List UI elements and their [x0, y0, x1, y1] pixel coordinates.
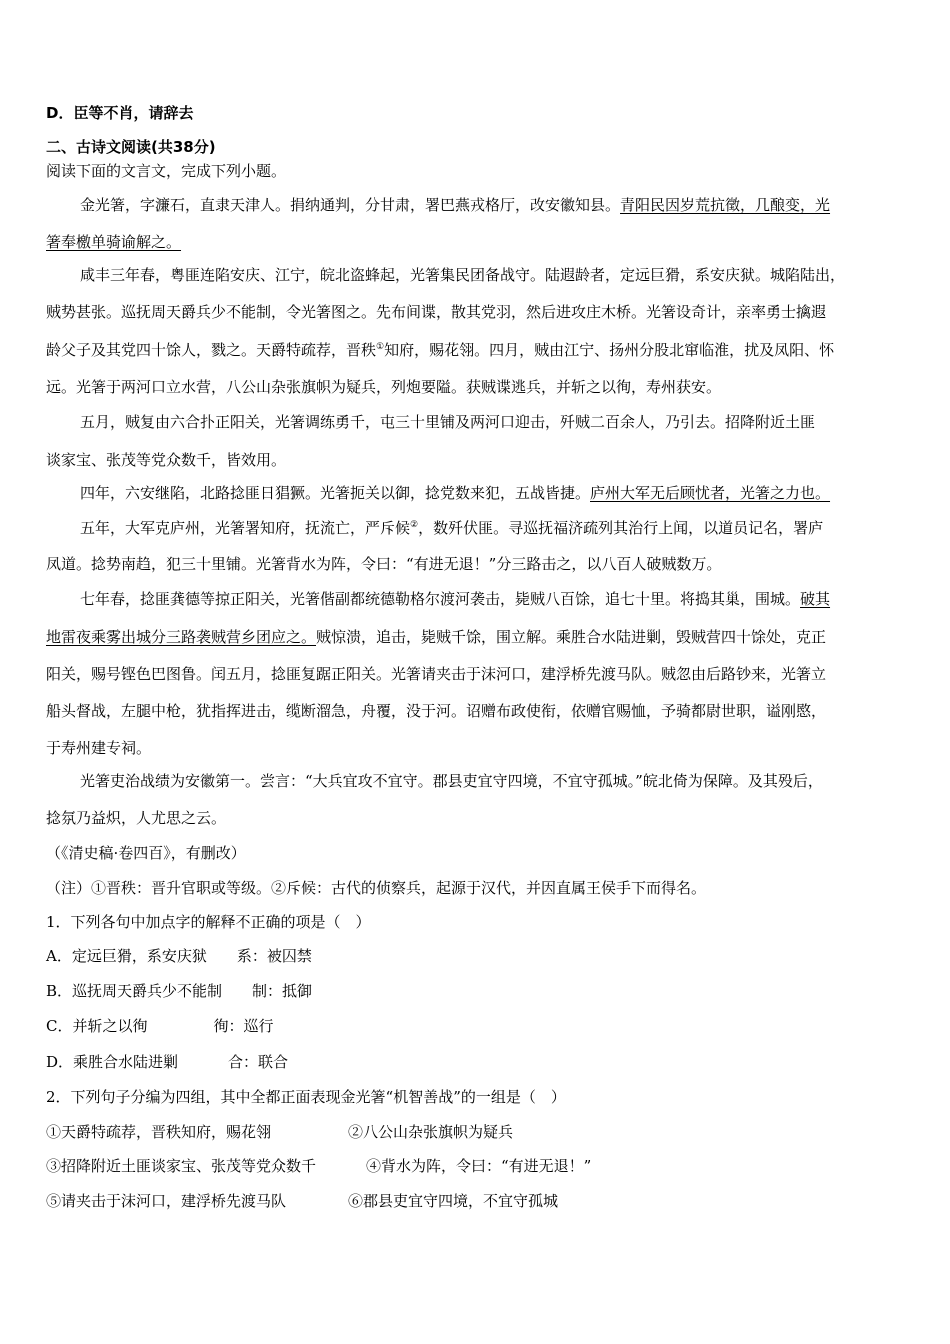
- source-citation: （《清史稿·卷四百》，有删改）: [46, 844, 246, 862]
- question-2-stem: 2．下列句子分编为四组，其中全都正面表现金光箸“机智善战”的一组是（ ）: [46, 1088, 566, 1106]
- passage-line: 船头督战，左腿中枪，犹指挥进击，缆断溜急，舟覆，没于河。诏赠布政使衔，依赠官赐恤，予骑都尉世职，谥刚愍，: [46, 702, 827, 720]
- passage-line: [80, 483, 914, 503]
- previous-option-d: D．臣等不肖，请辞去: [46, 104, 194, 122]
- underlined-sentence: 庐州大军无后顾忧者，光箸之力也。: [590, 484, 831, 502]
- passage-line: [80, 589, 914, 609]
- q2-item: ②八公山杂张旗帜为疑兵: [348, 1123, 514, 1141]
- option-letter: B．: [46, 982, 73, 1000]
- passage-line: 五月，贼复由六合扑正阳关，光箸调练勇千，屯三十里铺及两河口迎击，歼贼二百余人，乃引去。招降附近土匪: [80, 413, 816, 431]
- instruction-text: 阅读下面的文言文，完成下列小题。: [46, 162, 287, 180]
- passage-text: 五年，大军克庐州，光箸署知府，抚流亡，严斥候: [80, 519, 411, 537]
- passage-line: [46, 340, 914, 360]
- passage-text: ，数歼伏匪。寻巡抚福济疏列其治行上闻，以道员记名，署庐: [418, 519, 824, 537]
- option-letter: A．: [46, 947, 72, 965]
- underlined-sentence: 青阳民因岁荒抗徵，几酿变，光: [620, 196, 831, 214]
- q2-item: ⑤请夹击于沫河口，建浮桥先渡马队: [46, 1192, 287, 1210]
- passage-line: 谈家宝、张茂等党众数千，皆效用。: [46, 451, 287, 469]
- passage-text: 知府，赐花翎。四月，贼由江宁、扬州分股北窜临淮，扰及凤阳、怀: [384, 341, 835, 359]
- footnote-marker: ①: [376, 342, 385, 352]
- passage-line: 凤道。捻势南趋，犯三十里铺。光箸背水为阵，令曰：“有进无退！”分三路击之，以八百人破贼数万。: [46, 555, 722, 573]
- q2-items-row: [46, 1122, 914, 1142]
- option-letter: D．: [46, 1053, 74, 1071]
- footnote-marker: ②: [410, 520, 419, 530]
- option-gloss: 合：联合: [228, 1053, 289, 1071]
- passage-line: 阳关，赐号铿色巴图鲁。闰五月，捻匪复踞正阳关。光箸请夹击于沫河口，建浮桥先渡马队。贼忽由后路钞来，光箸立: [46, 665, 827, 683]
- option-letter: C．: [46, 1017, 73, 1035]
- passage-line: 贼势甚张。巡抚周天爵兵少不能制，令光箸图之。先布间谍，散其党羽，然后进攻庄木桥。光箸设奇计，亲率勇士擒遐: [46, 303, 827, 321]
- underlined-sentence: 破其: [800, 590, 831, 608]
- underlined-sentence: 箸奉檄单骑谕解之。: [46, 233, 182, 251]
- passage-line: 光箸吏治战绩为安徽第一。尝言：“大兵宜攻不宜守。郡县吏宜守四境，不宜守孤城。”皖北倚为保障。及其殁后，: [80, 772, 823, 790]
- passage-line: 于寿州建专祠。: [46, 739, 152, 757]
- question-1-stem: 1．下列各句中加点字的解释不正确的项是（ ）: [46, 913, 371, 931]
- passage-text: 龄父子及其党四十馀人，戮之。天爵特疏荐，晋秩: [46, 341, 377, 359]
- q1-option-a: [46, 946, 914, 966]
- option-sentence: 并斩之以徇: [72, 1017, 148, 1035]
- passage-line: 捻氛乃益炽，人尤思之云。: [46, 809, 227, 827]
- passage-text: 金光箸，字濂石，直隶天津人。捐纳通判，分甘肃，署巴燕戎格厅，改安徽知县。: [80, 196, 621, 214]
- passage-line: [80, 195, 914, 215]
- q2-item: ⑥郡县吏宜守四境，不宜守孤城: [348, 1192, 559, 1210]
- passage-line: 咸丰三年春，粤匪连陷安庆、江宁，皖北盗蜂起，光箸集民团备战守。陆遐龄者，定远巨猾，系安庆狱。城陷陆出，: [80, 266, 846, 284]
- underlined-sentence: 地雷夜乘雾出城分三路袭贼营乡团应之。: [46, 628, 317, 646]
- option-sentence: 巡抚周天爵兵少不能制: [72, 982, 223, 1000]
- q1-option-b: [46, 981, 914, 1001]
- option-sentence: 乘胜合水陆进剿: [73, 1053, 179, 1071]
- q2-items-row: [46, 1156, 914, 1176]
- passage-line: [80, 518, 914, 538]
- passage-text: 七年春，捻匪龚德等掠正阳关，光箸偕副都统德勒格尔渡河袭击，毙贼八百馀，追七十里。将捣其巢，围城。: [80, 590, 801, 608]
- q2-item: ③招降附近土匪谈家宝、张茂等党众数千: [46, 1157, 317, 1175]
- option-gloss: 制：抵御: [252, 982, 313, 1000]
- q2-item: ④背水为阵，令曰：“有进无退！”: [366, 1157, 592, 1175]
- q2-items-row: [46, 1191, 914, 1211]
- passage-line: [46, 627, 914, 647]
- option-gloss: 系：被囚禁: [236, 947, 312, 965]
- section-title: 二、古诗文阅读(共38分): [46, 138, 216, 156]
- q2-item: ①天爵特疏荐，晋秩知府，赐花翎: [46, 1123, 272, 1141]
- q1-option-c: [46, 1016, 914, 1036]
- passage-line: 远。光箸于两河口立水营，八公山杂张旗帜为疑兵，列炮要隘。获贼谍逃兵，并斩之以徇，寿州获安。: [46, 378, 722, 396]
- annotation-note: （注）①晋秩：晋升官职或等级。②斥候：古代的侦察兵，起源于汉代，并因直属王侯手下而得名。: [46, 879, 707, 897]
- option-sentence: 定远巨猾，系安庆狱: [71, 947, 207, 965]
- option-gloss: 徇：巡行: [213, 1017, 274, 1035]
- q1-option-d: [46, 1052, 914, 1072]
- passage-line: [46, 232, 914, 252]
- passage-text: 四年，六安继陷，北路捻匪日猖獗。光箸扼关以御，捻党数来犯，五战皆捷。: [80, 484, 591, 502]
- passage-text: 贼惊溃，追击，毙贼千馀，围立解。乘胜合水陆进剿，毁贼营四十馀处，克正: [316, 628, 827, 646]
